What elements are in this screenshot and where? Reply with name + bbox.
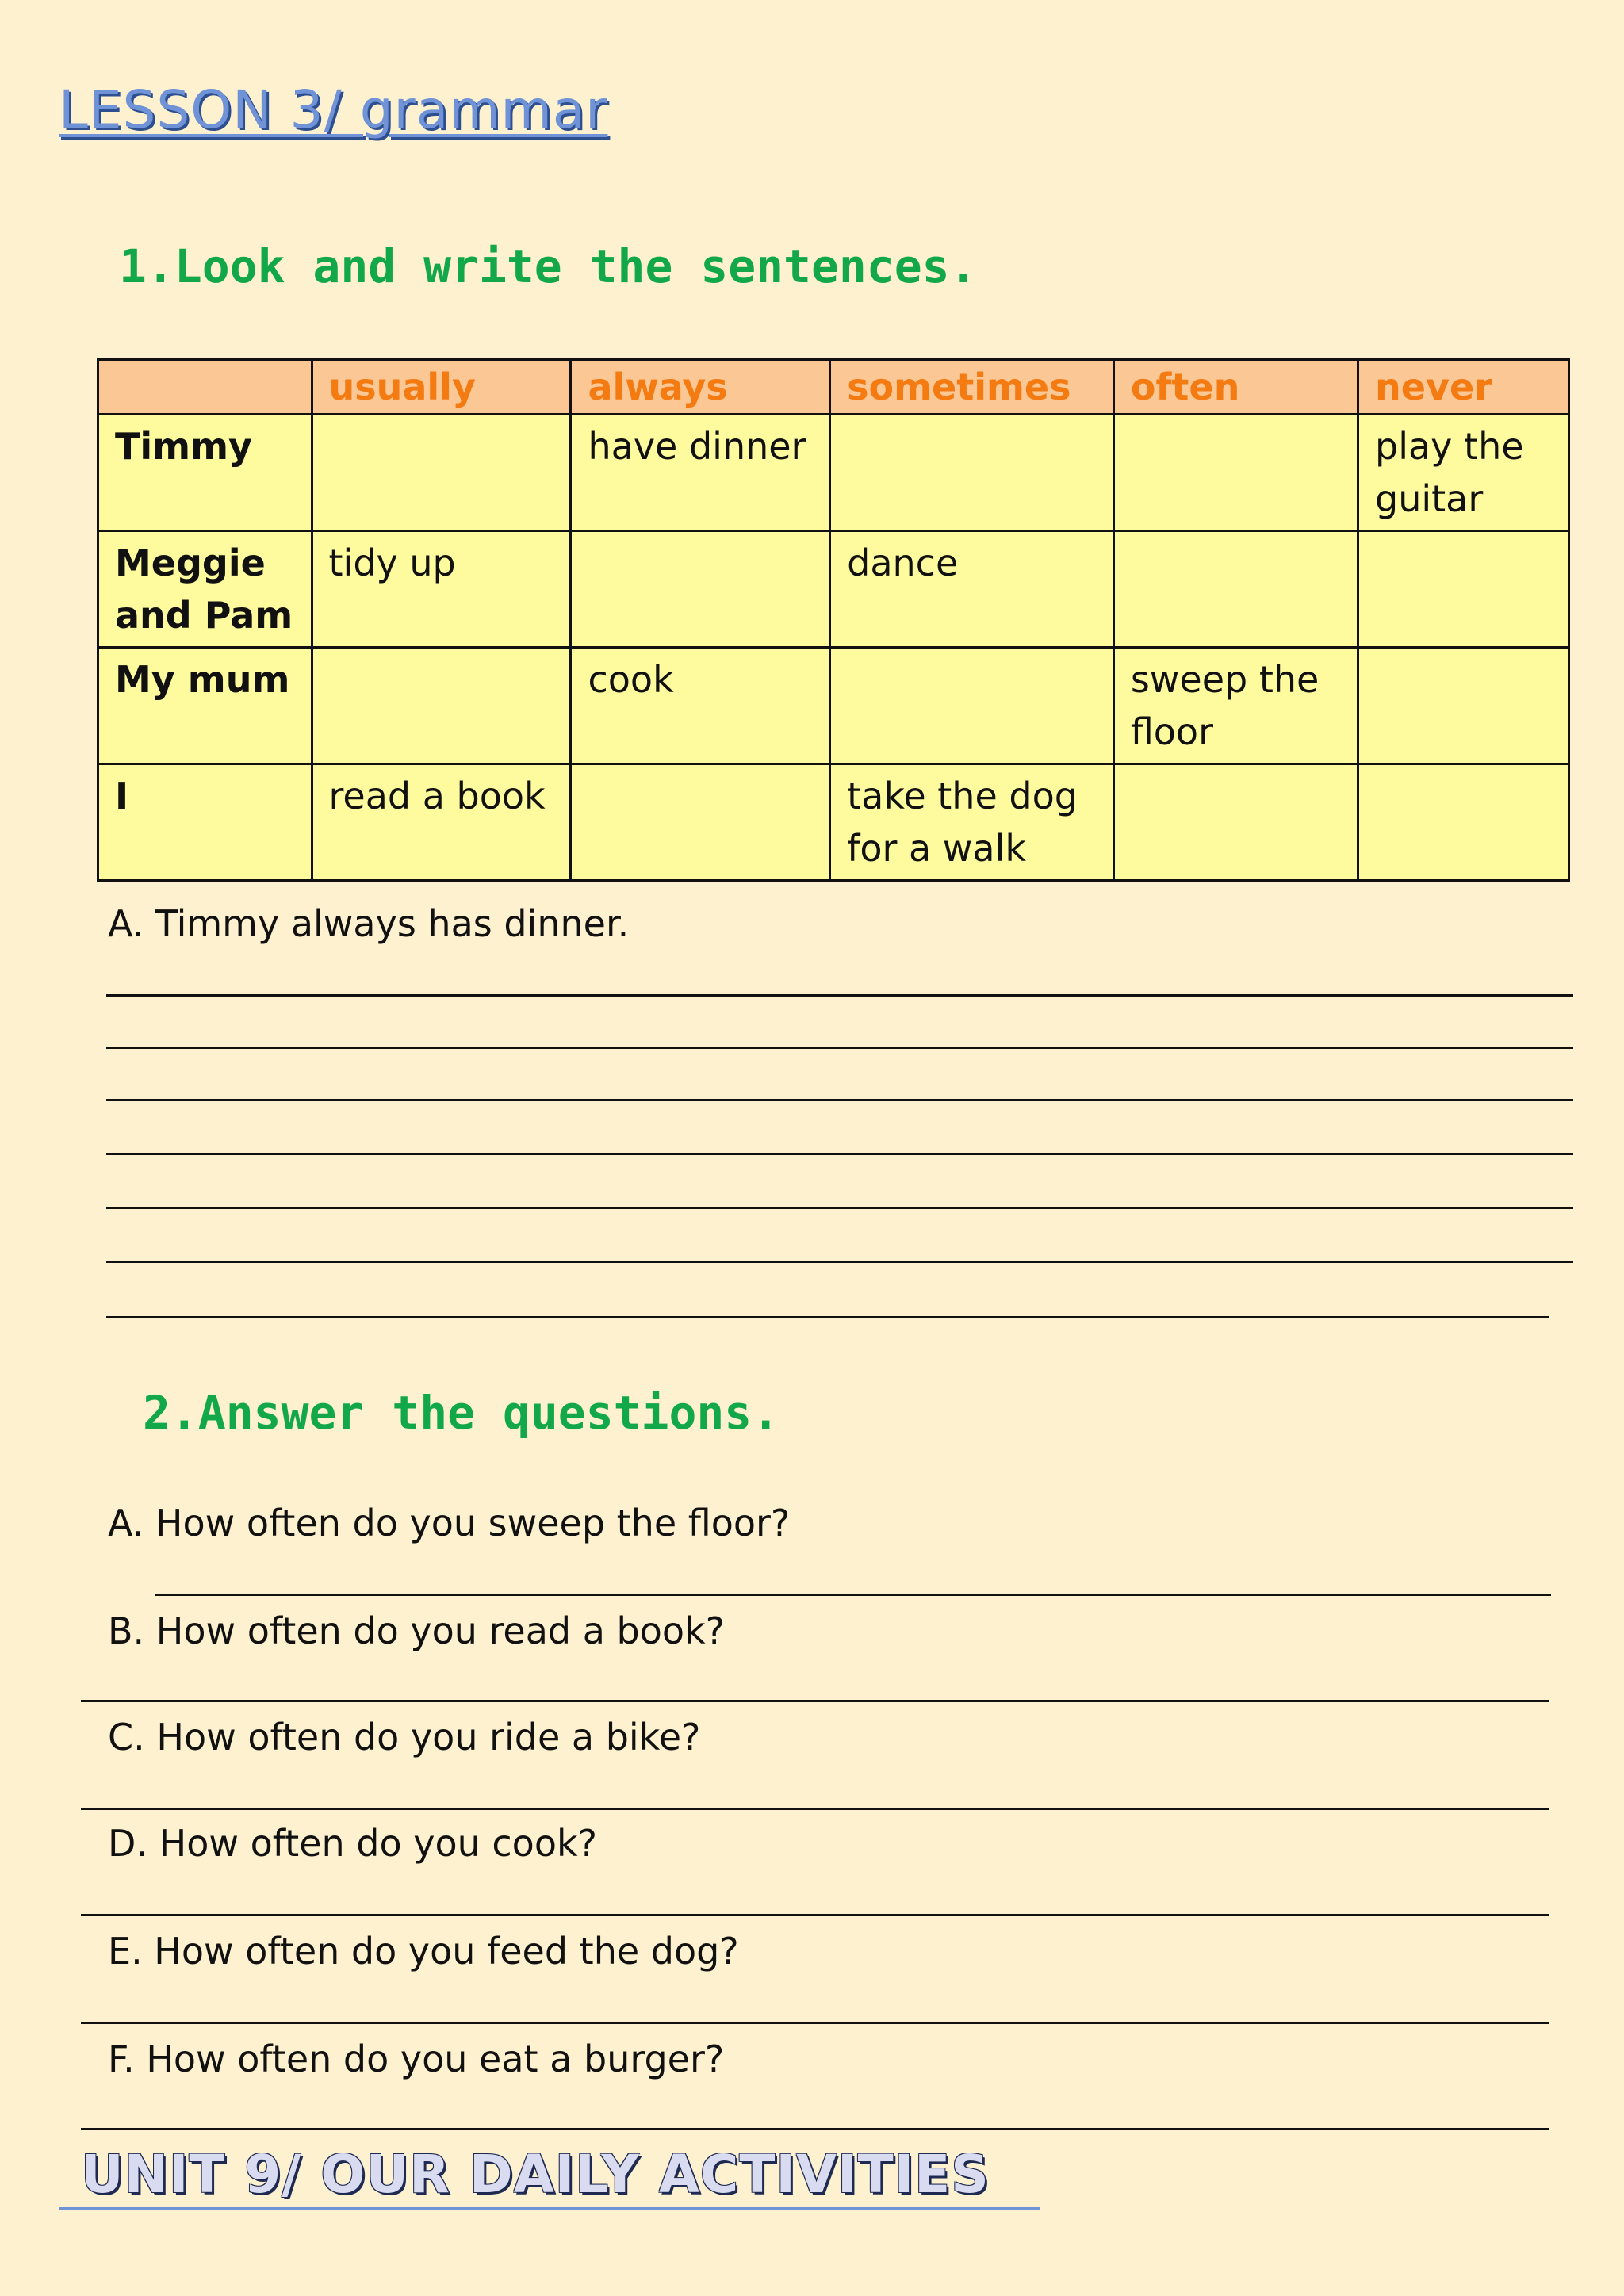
header-sometimes: sometimes bbox=[830, 360, 1114, 415]
header-often: often bbox=[1113, 360, 1358, 415]
question-e: E. How often do you feed the dog? bbox=[108, 1930, 739, 1973]
table-cell: dance bbox=[830, 531, 1114, 648]
question-f: F. How often do you eat a burger? bbox=[108, 2038, 725, 2080]
table-cell bbox=[312, 648, 571, 764]
row-name: Meggie and Pam bbox=[98, 531, 312, 648]
table-cell bbox=[1113, 415, 1358, 531]
question-c: C. How often do you ride a bike? bbox=[108, 1716, 701, 1758]
table-row bbox=[98, 415, 1569, 531]
section-2-title: 2.Answer the questions. bbox=[143, 1386, 780, 1440]
table-cell: read a book bbox=[312, 764, 571, 881]
answer-line[interactable] bbox=[81, 1808, 1549, 1810]
header-cell-empty bbox=[98, 360, 312, 415]
table-row bbox=[98, 764, 1569, 881]
answer-line[interactable] bbox=[81, 2128, 1549, 2130]
question-b: B. How often do you read a book? bbox=[108, 1609, 726, 1652]
table-cell: sweep the floor bbox=[1113, 648, 1358, 764]
table-cell bbox=[312, 415, 571, 531]
answer-line[interactable] bbox=[106, 1207, 1573, 1209]
table-cell bbox=[1358, 648, 1569, 764]
answer-line[interactable] bbox=[106, 1153, 1573, 1155]
table-cell bbox=[830, 648, 1114, 764]
section-1-title: 1.Look and write the sentences. bbox=[119, 239, 978, 293]
answer-line[interactable] bbox=[106, 994, 1573, 997]
question-d: D. How often do you cook? bbox=[108, 1822, 598, 1865]
header-usually: usually bbox=[312, 360, 571, 415]
table-cell bbox=[1358, 764, 1569, 881]
row-name: Timmy bbox=[98, 415, 312, 531]
table-cell bbox=[1358, 531, 1569, 648]
table-cell bbox=[571, 531, 830, 648]
table-row bbox=[98, 531, 1569, 648]
header-never: never bbox=[1358, 360, 1569, 415]
table-cell bbox=[1113, 764, 1358, 881]
answer-line[interactable] bbox=[155, 1594, 1551, 1596]
answer-line[interactable] bbox=[81, 2022, 1549, 2024]
example-sentence: A. Timmy always has dinner. bbox=[108, 902, 630, 945]
lesson-title: LESSON 3/ grammar bbox=[59, 79, 608, 140]
answer-line[interactable] bbox=[106, 1261, 1573, 1263]
table-cell: have dinner bbox=[571, 415, 830, 531]
frequency-table bbox=[97, 358, 1570, 882]
unit-title-underline bbox=[59, 2207, 1040, 2210]
answer-line[interactable] bbox=[106, 1099, 1573, 1101]
unit-title: UNIT 9/ OUR DAILY ACTIVITIES bbox=[81, 2144, 990, 2205]
table-cell: take the dog for a walk bbox=[830, 764, 1114, 881]
table-cell: tidy up bbox=[312, 531, 571, 648]
table-cell: play the guitar bbox=[1358, 415, 1569, 531]
question-a: A. How often do you sweep the floor? bbox=[108, 1502, 791, 1544]
header-always: always bbox=[571, 360, 830, 415]
row-name: I bbox=[98, 764, 312, 881]
answer-line[interactable] bbox=[106, 1316, 1549, 1318]
answer-line[interactable] bbox=[81, 1914, 1549, 1916]
row-name: My mum bbox=[98, 648, 312, 764]
table-cell bbox=[1113, 531, 1358, 648]
answer-line[interactable] bbox=[106, 1047, 1573, 1049]
table-header-row bbox=[98, 360, 1569, 415]
table-row bbox=[98, 648, 1569, 764]
table-cell: cook bbox=[571, 648, 830, 764]
answer-line[interactable] bbox=[81, 1700, 1549, 1702]
table-cell bbox=[830, 415, 1114, 531]
table-cell bbox=[571, 764, 830, 881]
